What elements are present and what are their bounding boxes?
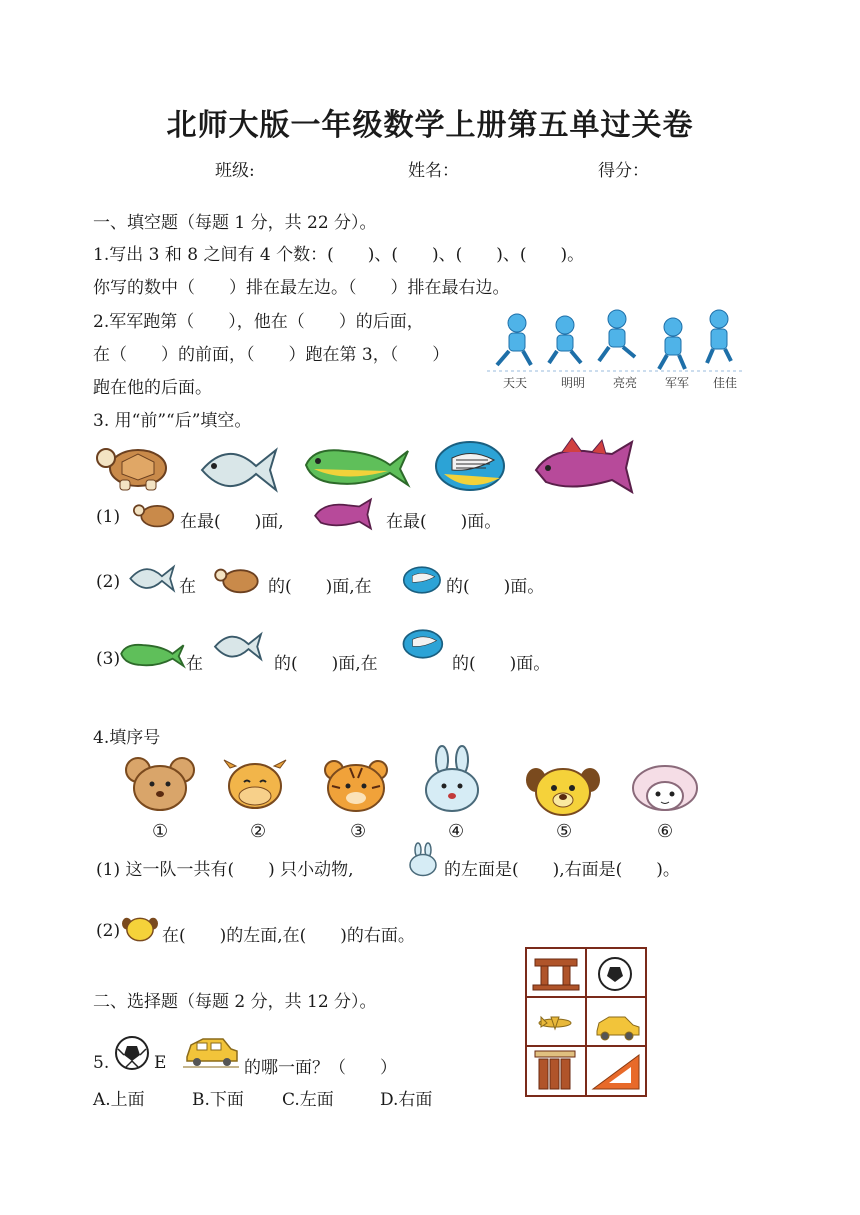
animal-number: ⑤: [556, 821, 573, 842]
q3-3-mid: 在: [186, 654, 203, 674]
option-c: C.左面: [282, 1090, 334, 1110]
turtle-icon: [212, 564, 264, 596]
rabbit-face-icon: [407, 842, 439, 878]
option-a: A.上面: [93, 1090, 145, 1110]
red-fish-icon: [532, 436, 636, 498]
score-label: 得分：: [598, 161, 649, 181]
animal-number: ⑥: [657, 821, 674, 842]
q3-3-prefix: (3): [96, 649, 121, 669]
runner-name: 佳佳: [712, 376, 738, 390]
q2-line3: 跑在他的后面。: [93, 378, 212, 398]
q5-end: 的哪一面？（ ）: [244, 1058, 397, 1078]
q3-2-prefix: (2): [96, 572, 121, 592]
mouse-face-icon: [124, 756, 196, 812]
runner-name: 明明: [560, 376, 586, 390]
runner-name: 亮亮: [612, 376, 638, 390]
q3-3-mid2: 的( )面,在: [274, 654, 378, 674]
q1-line2: 你写的数中（ ）排在最左边。（ ）排在最右边。: [93, 278, 510, 298]
animal-number: ①: [152, 821, 169, 842]
angelfish-icon: [401, 628, 447, 660]
q3-heading: 3. 用“前”“后”填空。: [93, 411, 252, 431]
red-fish-icon: [312, 496, 374, 532]
q3-2-mid: 在: [179, 577, 196, 597]
section2-heading: 二、选择题（每题 2 分，共 12 分）。: [93, 992, 377, 1012]
q4-2-prefix: (2): [96, 921, 121, 941]
q3-1-prefix: (1): [96, 507, 121, 527]
section1-heading: 一、填空题（每题 1 分，共 22 分）。: [93, 213, 377, 233]
turtle-icon: [92, 440, 176, 492]
page-title: 北师大版一年级数学上册第五单过关卷: [166, 108, 694, 143]
cow-face-icon: [220, 758, 290, 812]
angelfish-icon: [432, 438, 512, 494]
q3-2-mid2: 的( )面,在: [268, 577, 372, 597]
bear-face-icon: [526, 766, 600, 816]
turtle-icon: [131, 500, 179, 530]
silver-fish-icon: [128, 561, 176, 595]
books-icon: [535, 1051, 575, 1089]
q3-3-end: 的( )面。: [452, 654, 551, 674]
option-b: B.下面: [192, 1090, 244, 1110]
runner-name: 军军: [664, 376, 690, 390]
q2-line1: 2.军军跑第（ ），他在（ ）的后面，: [93, 312, 424, 332]
q3-2-end: 的( )面。: [446, 577, 545, 597]
sheep-face-icon: [630, 764, 700, 816]
soccer-ball-icon: [114, 1035, 150, 1071]
mahi-fish-icon: [304, 443, 412, 491]
silver-fish-icon: [212, 628, 264, 664]
rabbit-face-icon: [420, 746, 484, 814]
runners-illustration: [487, 305, 745, 395]
tiger-face-icon: [320, 758, 392, 814]
name-label: 姓名：: [408, 161, 459, 181]
q4-2-end: 在( )的左面,在( )的右面。: [162, 926, 415, 946]
option-d: D.右面: [380, 1090, 433, 1110]
bear-face-icon: [122, 916, 158, 942]
animal-number: ③: [350, 821, 367, 842]
q4-1-end: 的左面是( ),右面是( )。: [444, 860, 680, 880]
q5-mid: E: [154, 1053, 167, 1073]
silver-fish-icon: [198, 440, 280, 498]
q2-line2: 在（ ）的前面，（ ）跑在第 3，（ ）: [93, 345, 450, 365]
q5-prefix: 5.: [93, 1053, 110, 1073]
car-icon: [183, 1037, 239, 1069]
q3-1-mid: 在最( )面,: [180, 512, 284, 532]
class-label: 班级:: [215, 161, 255, 181]
q1-line1: 1.写出 3 和 8 之间有 4 个数：( )、( )、( )、( )。: [93, 245, 585, 265]
q4-heading: 4.填序号: [93, 728, 161, 748]
runner-name: 天天: [502, 376, 528, 390]
q4-1-start: (1) 这一队一共有( ) 只小动物,: [96, 860, 354, 880]
animal-number: ②: [250, 821, 267, 842]
animal-number: ④: [448, 821, 465, 842]
objects-grid: [525, 947, 647, 1097]
soccer-ball-icon: [599, 958, 631, 990]
q3-1-end: 在最( )面。: [386, 512, 502, 532]
angelfish-icon: [401, 565, 445, 595]
mahi-fish-icon: [120, 640, 186, 670]
